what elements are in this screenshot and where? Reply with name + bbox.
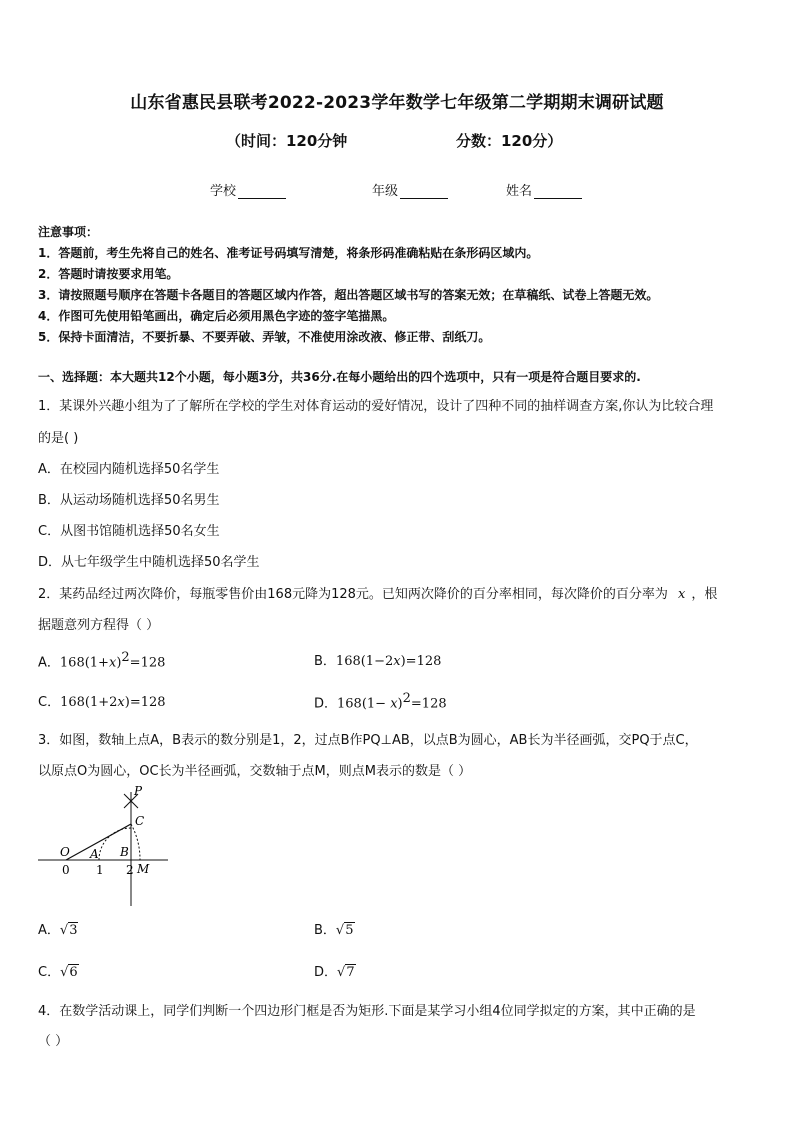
q1-stem-line1: 1．某课外兴趣小组为了了解所在学校的学生对体育运动的爱好情况，设计了四种不同的抽样调查方案,你认为比较合理 <box>38 399 714 414</box>
q1-option-a: A．在校园内随机选择50名学生 <box>38 462 220 477</box>
section-heading: 一、选择题：本大题共12个小题，每小题3分，共36分.在每小题给出的四个选项中，只有一项是符合题目要求的. <box>38 370 641 384</box>
note-item: 1．答题前，考生先将自己的姓名、准考证号码填写清楚，将条形码准确粘贴在条形码区域内。 <box>38 246 539 260</box>
q2-option-b: B．168(1−2x)=128 <box>314 654 442 669</box>
q2-stem-text: 2．某药品经过两次降价，每瓶零售价由168元降为128元。已知两次降价的百分率相同，每次降价的百分率为 <box>38 587 668 602</box>
name-blank <box>534 184 582 199</box>
q3-number-line-figure <box>36 784 170 908</box>
arc-cm <box>131 824 140 860</box>
q3-option-c: C．√6 <box>38 965 78 980</box>
q2-stem-line1 <box>38 583 717 602</box>
q3-option-d: D．√7 <box>314 965 355 980</box>
q1-option-b: B．从运动场随机选择50名男生 <box>38 493 220 508</box>
label-m: M <box>137 862 150 876</box>
tick-1: 1 <box>96 863 104 877</box>
q2-stem-end: ，根 <box>691 587 718 602</box>
q4-stem-line1: 4．在数学活动课上，同学们判断一个四边形门框是否为矩形.下面是某学习小组4位同学拟定的方案，其中正确的是 <box>38 1004 696 1019</box>
q3-option-b: B．√5 <box>314 923 354 938</box>
q2-variable: x <box>678 587 686 602</box>
label-c: C <box>135 814 145 828</box>
q2-option-d: D．$168(1- x)^2=128$ <box>314 691 447 712</box>
school-blank <box>238 184 286 199</box>
q4-stem-line2: （ ） <box>38 1034 69 1049</box>
q3-stem-line1: 3．如图，数轴上点A，B表示的数分别是1，2，过点B作PQ⊥AB，以点B为圆心，AB长为半径画弧，交PQ于点C， <box>38 733 698 748</box>
grade-label: 年级 <box>372 184 399 199</box>
label-o: O <box>60 845 70 859</box>
label-p: P <box>134 784 143 798</box>
tick-0: 0 <box>62 863 70 877</box>
time-limit: （时间：120分钟 <box>226 132 348 150</box>
school-field <box>210 180 286 199</box>
q2-option-a: A．$168(1+x)^2=128$ <box>38 650 166 671</box>
total-score: 分数：120分） <box>456 132 563 150</box>
grade-blank <box>400 184 448 199</box>
q2-option-c: C．168(1+2x)=128 <box>38 695 166 710</box>
note-item: 4．作图可先使用铅笔画出，确定后必须用黑色字迹的签字笔描黑。 <box>38 309 395 323</box>
exam-title: 山东省惠民县联考2022-2023学年数学七年级第二学期期末调研试题 <box>130 93 664 113</box>
note-item: 5．保持卡面清洁，不要折暴、不要弄破、弄皱，不准使用涂改液、修正带、刮纸刀。 <box>38 330 491 344</box>
q1-option-d: D．从七年级学生中随机选择50名学生 <box>38 555 260 570</box>
name-label: 姓名 <box>506 184 533 199</box>
q1-option-c: C．从图书馆随机选择50名女生 <box>38 524 220 539</box>
notes-heading: 注意事项： <box>38 225 99 239</box>
label-a: A <box>90 847 99 861</box>
q3-stem-line2: 以原点O为圆心，OC长为半径画弧，交数轴于点M，则点M表示的数是（ ） <box>38 764 472 779</box>
name-field <box>506 180 582 199</box>
label-b: B <box>120 845 129 859</box>
q1-stem-line2: 的是( ) <box>38 431 79 446</box>
note-item: 2．答题时请按要求用笔。 <box>38 267 179 281</box>
q3-option-a: A．√3 <box>38 923 78 938</box>
school-label: 学校 <box>210 184 237 199</box>
note-item: 3．请按照题号顺序在答题卡各题目的答题区域内作答，超出答题区域书写的答案无效；在草稿纸、试卷上答题无效。 <box>38 288 659 302</box>
q2-stem-line2: 据题意列方程得（ ） <box>38 618 160 633</box>
tick-2: 2 <box>126 863 134 877</box>
grade-field <box>372 180 448 199</box>
notes-block <box>38 222 658 348</box>
